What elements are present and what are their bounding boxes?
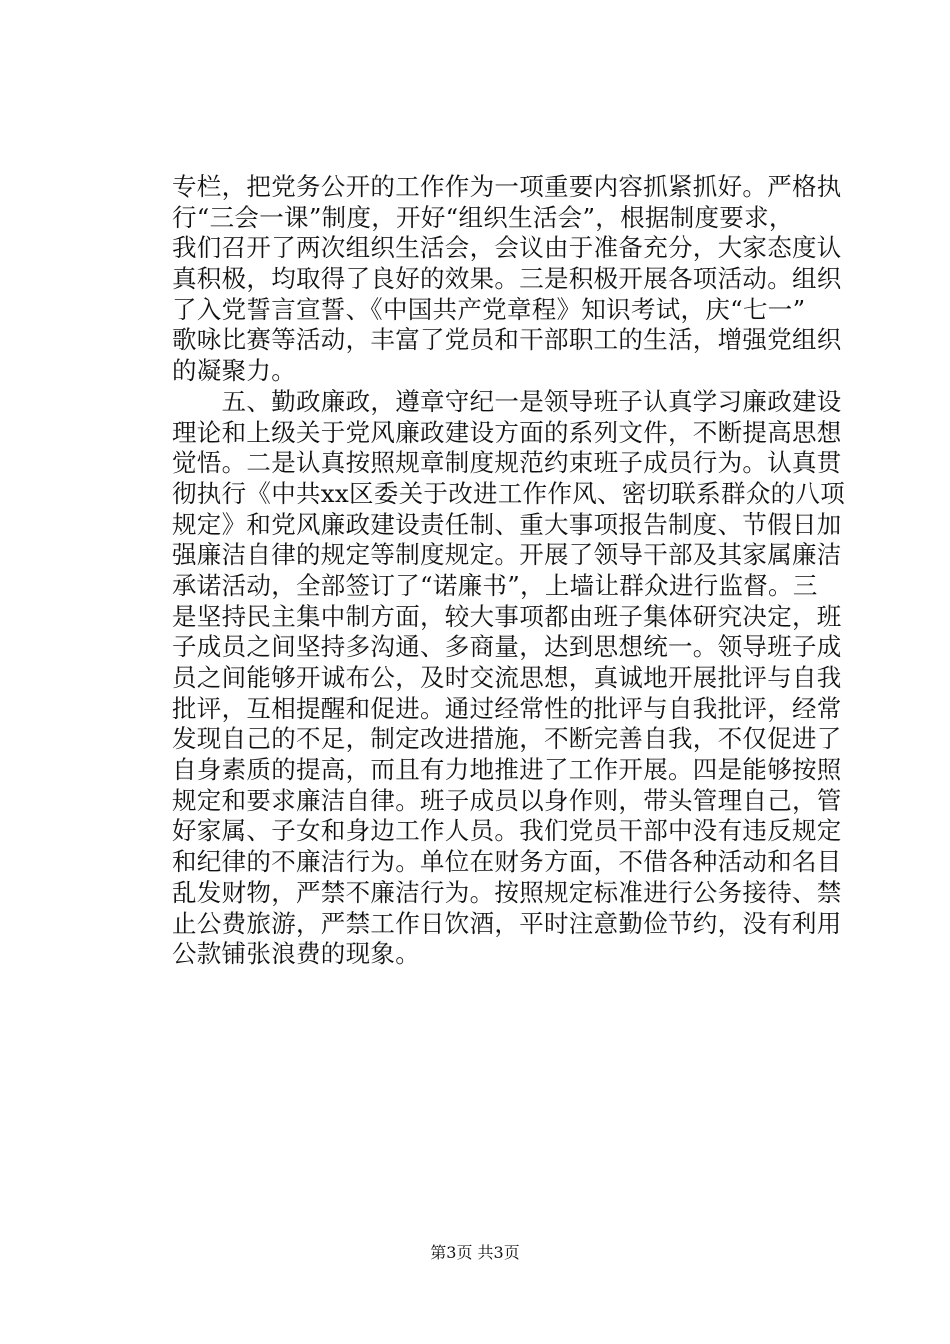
text-line: 和纪律的不廉洁行为。单位在财务方面，不借各种活动和名目 xyxy=(172,847,842,877)
text-line: 自身素质的提高，而且有力地推进了工作开展。四是能够按照 xyxy=(172,755,842,785)
paragraph-party-activities xyxy=(172,172,842,387)
text-line: 觉悟。二是认真按照规章制度规范约束班子成员行为。认真贯 xyxy=(172,448,842,478)
text-line: 批评，互相提醒和促进。通过经常性的批评与自我批评，经常 xyxy=(172,693,842,723)
text-line: 发现自己的不足，制定改进措施，不断完善自我，不仅促进了 xyxy=(172,724,842,754)
text-line: 理论和上级关于党风廉政建设方面的系列文件，不断提高思想 xyxy=(172,417,842,447)
text-line: 止公费旅游，严禁工作日饮酒，平时注意勤俭节约，没有利用 xyxy=(172,908,842,938)
text-line: 公款铺张浪费的现象。 xyxy=(172,939,420,969)
text-line: 规定》和党风廉政建设责任制、重大事项报告制度、节假日加 xyxy=(172,509,842,539)
paragraph-clean-governance xyxy=(172,386,846,970)
text-line: 承诺活动，全部签订了“诺廉书”，上墙让群众进行监督。三 xyxy=(172,570,818,600)
text-line: 我们召开了两次组织生活会，会议由于准备充分，大家态度认 xyxy=(172,233,842,263)
text-line: 强廉洁自律的规定等制度规定。开展了领导干部及其家属廉洁 xyxy=(172,540,842,570)
page-number-footer: 第3页 共3页 xyxy=(430,1243,520,1262)
text-line: 好家属、子女和身边工作人员。我们党员干部中没有违反规定 xyxy=(172,816,842,846)
text-line: 规定和要求廉洁自律。班子成员以身作则，带头管理自己，管 xyxy=(172,785,842,815)
text-line: 专栏，把党务公开的工作作为一项重要内容抓紧抓好。严格执 xyxy=(172,172,842,201)
text-line: 了入党誓言宣誓、《中国共产党章程》知识考试，庆“七一” xyxy=(172,294,806,324)
text-line: 乱发财物，严禁不廉洁行为。按照规定标准进行公务接待、禁 xyxy=(172,877,842,907)
text-line: 五、勤政廉政，遵章守纪一是领导班子认真学习廉政建设 xyxy=(172,386,842,416)
document-body xyxy=(172,172,846,970)
text-line: 的凝聚力。 xyxy=(172,356,296,386)
text-line: 真积极，均取得了良好的效果。三是积极开展各项活动。组织 xyxy=(172,264,842,294)
text-line: 行“三会一课”制度，开好“组织生活会”，根据制度要求， xyxy=(172,202,794,232)
text-line: 子成员之间坚持多沟通、多商量，达到思想统一。领导班子成 xyxy=(172,632,842,662)
text-line: 员之间能够开诚布公，及时交流思想，真诚地开展批评与自我 xyxy=(172,663,842,692)
text-line: 彻执行《中共xx区委关于改进工作作风、密切联系群众的八项 xyxy=(172,478,846,508)
text-line: 是坚持民主集中制方面，较大事项都由班子集体研究决定，班 xyxy=(172,601,842,631)
text-line: 歌咏比赛等活动，丰富了党员和干部职工的生活，增强党组织 xyxy=(172,325,842,355)
